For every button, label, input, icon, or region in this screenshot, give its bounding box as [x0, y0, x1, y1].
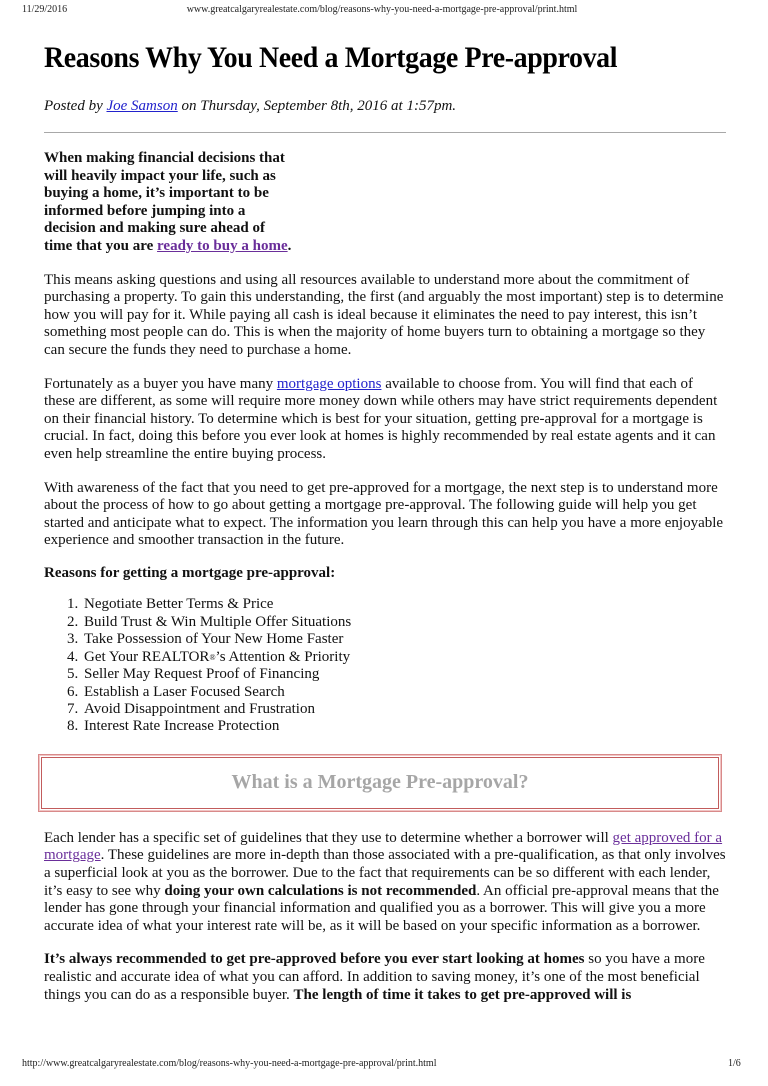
p5-bold-end: The length of time it takes to get pre-approved will is [293, 986, 632, 1003]
p5-bold-start: It’s always recommended to get pre-approved before you ever start looking at homes [44, 951, 585, 968]
article-title: Reasons Why You Need a Mortgage Pre-approval [44, 41, 618, 74]
registered-mark: ® [209, 652, 216, 662]
print-date: 11/29/2016 [22, 4, 68, 15]
p5-middle: so you have a more realistic and accurate idea of what you can afford. In addition to saving money, it’s one of the most beneficial things you can do as a responsible buyer. [44, 951, 705, 1003]
list-item: 8. Interest Rate Increase Protection [82, 718, 726, 735]
byline [44, 96, 726, 116]
mortgage-options-link[interactable]: mortgage options [276, 375, 382, 392]
get-approved-link[interactable]: get approved for a mortgage [44, 829, 723, 864]
list-item: 2. Build Trust & Win Multiple Offer Situations [82, 614, 726, 631]
p4-middle: . These guidelines are more in-depth than those associated with a pre-qualification, as that only involves a superficial look at you as the borrower. Due to the fact that requirements can be so different with each lender, it’s easy to see why [44, 847, 726, 899]
list-item: 6. Establish a Laser Focused Search [82, 684, 726, 701]
byline-suffix: on Thursday, September 8th, 2016 at 1:57pm. [177, 98, 457, 114]
section-heading-box [38, 754, 722, 812]
intro-end: . [287, 237, 292, 254]
p2-before: Fortunately as a buyer you have many [44, 375, 277, 392]
p4-before: Each lender has a specific set of guidelines that they use to determine whether a borrower will [44, 829, 613, 846]
p4-bold: doing your own calculations is not recommended [164, 882, 477, 899]
paragraph-4 [44, 830, 726, 936]
article [44, 40, 726, 1004]
byline-prefix: Posted by [44, 98, 107, 114]
reason-4-suffix: ’s Attention & Priority [215, 648, 351, 665]
p2-after: available to choose from. You will find that each of these are different, as some will require more money down while others may have strict requirements dependent on their financial history. To determine which is best for your situation, getting pre-approval for a mortgage is crucial. In fact, doing this before you ever look at homes is highly recommended by real estate agents and it can even help streamline the entire buying process. [44, 375, 718, 462]
p4-after: . An official pre-approval means that the lender has gone through your financial information and qualified you as a borrower. This will give you a more accurate idea of what your interest rate will be, as it will be based on your specific information as a borrower. [44, 882, 719, 934]
intro-text: When making financial decisions that will heavily impact your life, such as buying a home, it’s important to be informed before jumping into a decision and making sure ahead of time that you are [44, 150, 285, 254]
author-link[interactable]: Joe Samson [106, 98, 178, 114]
print-header [0, 0, 768, 22]
reasons-list [44, 596, 726, 735]
intro-paragraph [44, 150, 294, 256]
paragraph-3: With awareness of the fact that you need to get pre-approved for a mortgage, the next step is to understand more about the process of how to go about getting a mortgage pre-approval. The following guide will help you get started and anticipate what to expect. The information you learn through this can help you have a more enjoyable experience and smoother transaction in the future. [44, 479, 724, 549]
list-item: 3. Take Possession of Your New Home Faster [82, 631, 726, 648]
print-footer-url: http://www.greatcalgaryrealestate.com/blog/reasons-why-you-need-a-mortgage-pre-approval/print.html [22, 1058, 437, 1069]
list-item: 1. Negotiate Better Terms & Price [82, 596, 726, 613]
list-item [82, 649, 726, 667]
paragraph-2 [44, 376, 726, 464]
reason-4-text: Get Your REALTOR [84, 648, 210, 665]
paragraph-5 [44, 951, 726, 1004]
section-heading-box-inner [41, 757, 719, 809]
reasons-heading: Reasons for getting a mortgage pre-approval: [44, 564, 336, 581]
page-indicator: 1/6 [728, 1058, 741, 1069]
list-item: 7. Avoid Disappointment and Frustration [82, 701, 726, 718]
ready-to-buy-link[interactable]: ready to buy a home [157, 237, 288, 254]
list-item: 5. Seller May Request Proof of Financing [82, 666, 726, 683]
title-divider [44, 132, 726, 133]
print-header-url: www.greatcalgaryrealestate.com/blog/reasons-why-you-need-a-mortgage-pre-approval/print.html [186, 4, 578, 15]
section-heading: What is a Mortgage Pre-approval? [231, 771, 529, 794]
paragraph-1: This means asking questions and using all resources available to understand more about the commitment of purchasing a property. To gain this understanding, the first (and arguably the most important) step is to determine how you will pay for it. While paying all cash is ideal because it eliminates the need to pay interest, this isn’t something most people can do. This is when the majority of home buyers turn to obtaining a mortgage so they can secure the funds they need to purchase a home. [44, 271, 724, 358]
